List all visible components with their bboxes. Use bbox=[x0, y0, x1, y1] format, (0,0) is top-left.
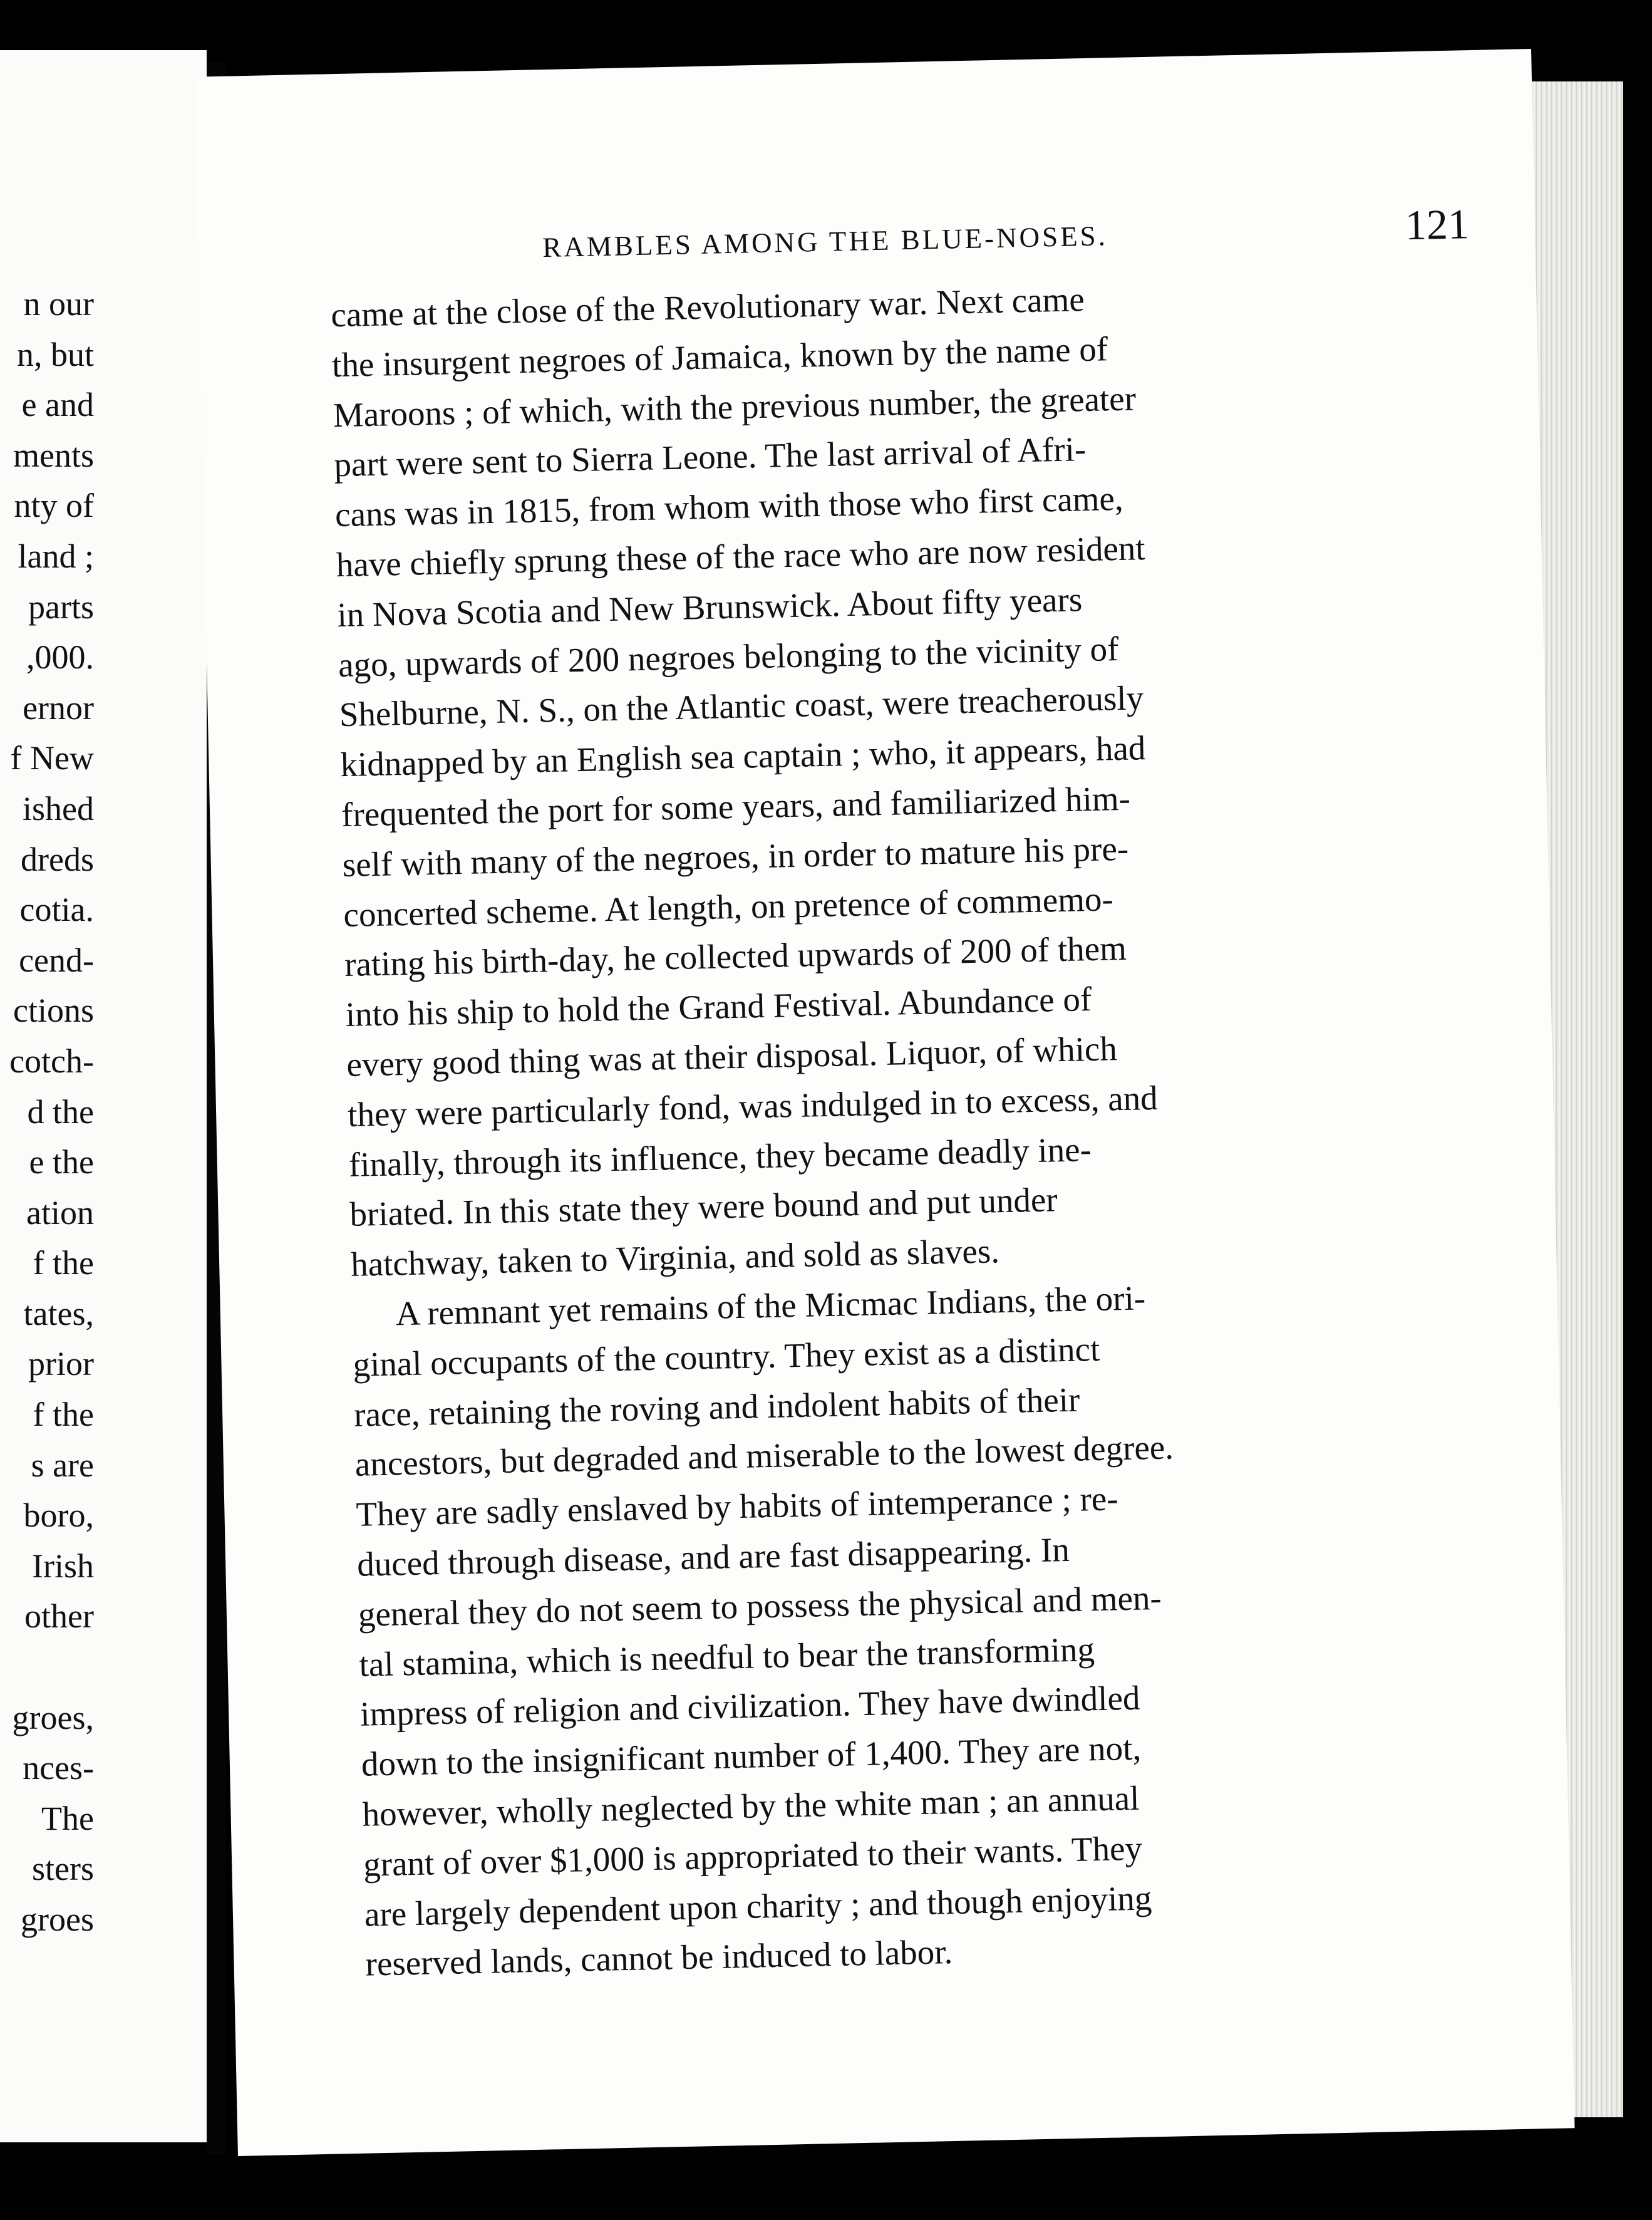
left-fragment-line: The bbox=[41, 1799, 94, 1837]
text-line: They are sadly enslaved by habits of intemperance ; re- bbox=[355, 1479, 1119, 1533]
text-line: briated. In this state they were bound and put under bbox=[349, 1180, 1058, 1234]
running-head bbox=[460, 199, 1488, 271]
left-fragment-line: ation bbox=[26, 1193, 94, 1232]
text-line: finally, through its influence, they became deadly ine- bbox=[348, 1129, 1092, 1184]
text-line: part were sent to Sierra Leone. The last arrival of Afri- bbox=[333, 430, 1087, 484]
text-line: Maroons ; of which, with the previous number, the greater bbox=[333, 378, 1137, 434]
left-fragment-line: cend- bbox=[19, 941, 94, 979]
running-title: RAMBLES AMONG THE BLUE-NOSES. bbox=[542, 220, 1108, 264]
left-fragment-line: prior bbox=[28, 1345, 94, 1383]
left-fragment-line: ments bbox=[13, 436, 94, 474]
left-fragment-line: s are bbox=[31, 1446, 94, 1484]
left-fragment-line: f the bbox=[33, 1244, 94, 1282]
text-line: every good thing was at their disposal. Liquor, of which bbox=[346, 1029, 1118, 1084]
text-line: concerted scheme. At length, on pretence of commemo- bbox=[343, 879, 1114, 934]
text-line: reserved lands, cannot be induced to labor. bbox=[364, 1932, 953, 1983]
left-fragment-line: ,000. bbox=[26, 638, 94, 677]
left-fragment-line: parts bbox=[28, 588, 94, 626]
paragraph-start-line: A remnant yet remains of the Micmac Indians, the ori- bbox=[395, 1279, 1146, 1333]
left-fragment-line: cotia. bbox=[19, 891, 94, 929]
text-line: are largely dependent upon charity ; and though enjoying bbox=[364, 1878, 1152, 1934]
text-line: rating his birth-day, he collected upwards of 200 of them bbox=[344, 929, 1127, 984]
body-text bbox=[331, 269, 1393, 1989]
left-fragment-line: e and bbox=[21, 386, 94, 424]
text-line: ancestors, but degraded and miserable to the lowest degree. bbox=[354, 1428, 1174, 1484]
left-fragment-line: ernor bbox=[23, 688, 94, 727]
text-line: they were particularly fond, was indulged in to excess, and bbox=[347, 1078, 1159, 1134]
text-line: duced through disease, and are fast disappearing. In bbox=[356, 1530, 1070, 1584]
text-line: in Nova Scotia and New Brunswick. About fifty years bbox=[336, 580, 1083, 634]
text-line: tal stamina, which is needful to bear the transforming bbox=[358, 1629, 1095, 1684]
text-line: frequented the port for some years, and familiarized him- bbox=[341, 779, 1131, 834]
page-number: 121 bbox=[1405, 200, 1470, 249]
left-fragment-line: nces- bbox=[23, 1749, 94, 1787]
text-line: the insurgent negroes of Jamaica, known by the name of bbox=[331, 329, 1108, 385]
left-fragment-line: nty of bbox=[14, 487, 94, 525]
text-line: race, retaining the roving and indolent habits of their bbox=[353, 1380, 1080, 1434]
left-fragment-line: f the bbox=[33, 1396, 94, 1434]
text-line: kidnapped by an English sea captain ; who, it appears, had bbox=[339, 729, 1146, 784]
text-line: however, wholly neglected by the white man ; an annual bbox=[361, 1778, 1140, 1834]
text-line: hatchway, taken to Virginia, and sold as slaves. bbox=[350, 1232, 1000, 1284]
left-fragment-line: f New bbox=[10, 739, 94, 777]
text-line: down to the insignificant number of 1,400. They are not, bbox=[361, 1728, 1142, 1783]
left-fragment-line: boro, bbox=[23, 1496, 94, 1535]
left-fragment-line: dreds bbox=[21, 840, 94, 878]
text-line: impress of religion and civilization. They have dwindled bbox=[359, 1678, 1140, 1734]
text-line: cans was in 1815, from whom with those who first came, bbox=[334, 479, 1124, 534]
left-fragment-line: groes bbox=[21, 1901, 94, 1938]
left-fragment-line: other bbox=[24, 1597, 94, 1636]
left-fragment-line: ctions bbox=[13, 992, 94, 1030]
left-fragment-line: tates, bbox=[23, 1294, 94, 1332]
text-line: came at the close of the Revolutionary war. Next came bbox=[330, 280, 1085, 335]
left-fragment-line: cotch- bbox=[9, 1042, 94, 1080]
left-fragment-line: sters bbox=[32, 1850, 94, 1888]
text-line: Shelburne, N. S., on the Atlantic coast, were treacherously bbox=[339, 678, 1144, 734]
right-page bbox=[194, 49, 1574, 2156]
text-line: ago, upwards of 200 negroes belonging to the vicinity of bbox=[338, 629, 1119, 684]
text-line: have chiefly sprung these of the race who are now resident bbox=[336, 529, 1146, 584]
left-fragment-line bbox=[9, 1642, 94, 1693]
left-fragment-line: ished bbox=[23, 789, 94, 827]
text-line: grant of over $1,000 is appropriated to their wants. They bbox=[363, 1828, 1143, 1884]
left-fragment-line: e the bbox=[29, 1143, 94, 1181]
text-line: self with many of the negroes, in order to mature his pre- bbox=[342, 829, 1129, 884]
text-line: general they do not seem to possess the physical and men- bbox=[358, 1578, 1162, 1634]
left-page-text-fragments bbox=[9, 279, 94, 1945]
left-fragment-line: d the bbox=[27, 1092, 94, 1131]
left-fragment-line: n, but bbox=[16, 335, 94, 373]
left-facing-page bbox=[0, 50, 207, 2142]
left-fragment-line: Irish bbox=[32, 1547, 94, 1585]
left-fragment-line: n our bbox=[23, 285, 94, 323]
left-fragment-line: land ; bbox=[18, 537, 94, 575]
text-line: into his ship to hold the Grand Festival. Abundance of bbox=[345, 980, 1092, 1034]
text-line: ginal occupants of the country. They exist as a distinct bbox=[352, 1329, 1100, 1384]
left-fragment-line: groes, bbox=[12, 1698, 94, 1736]
